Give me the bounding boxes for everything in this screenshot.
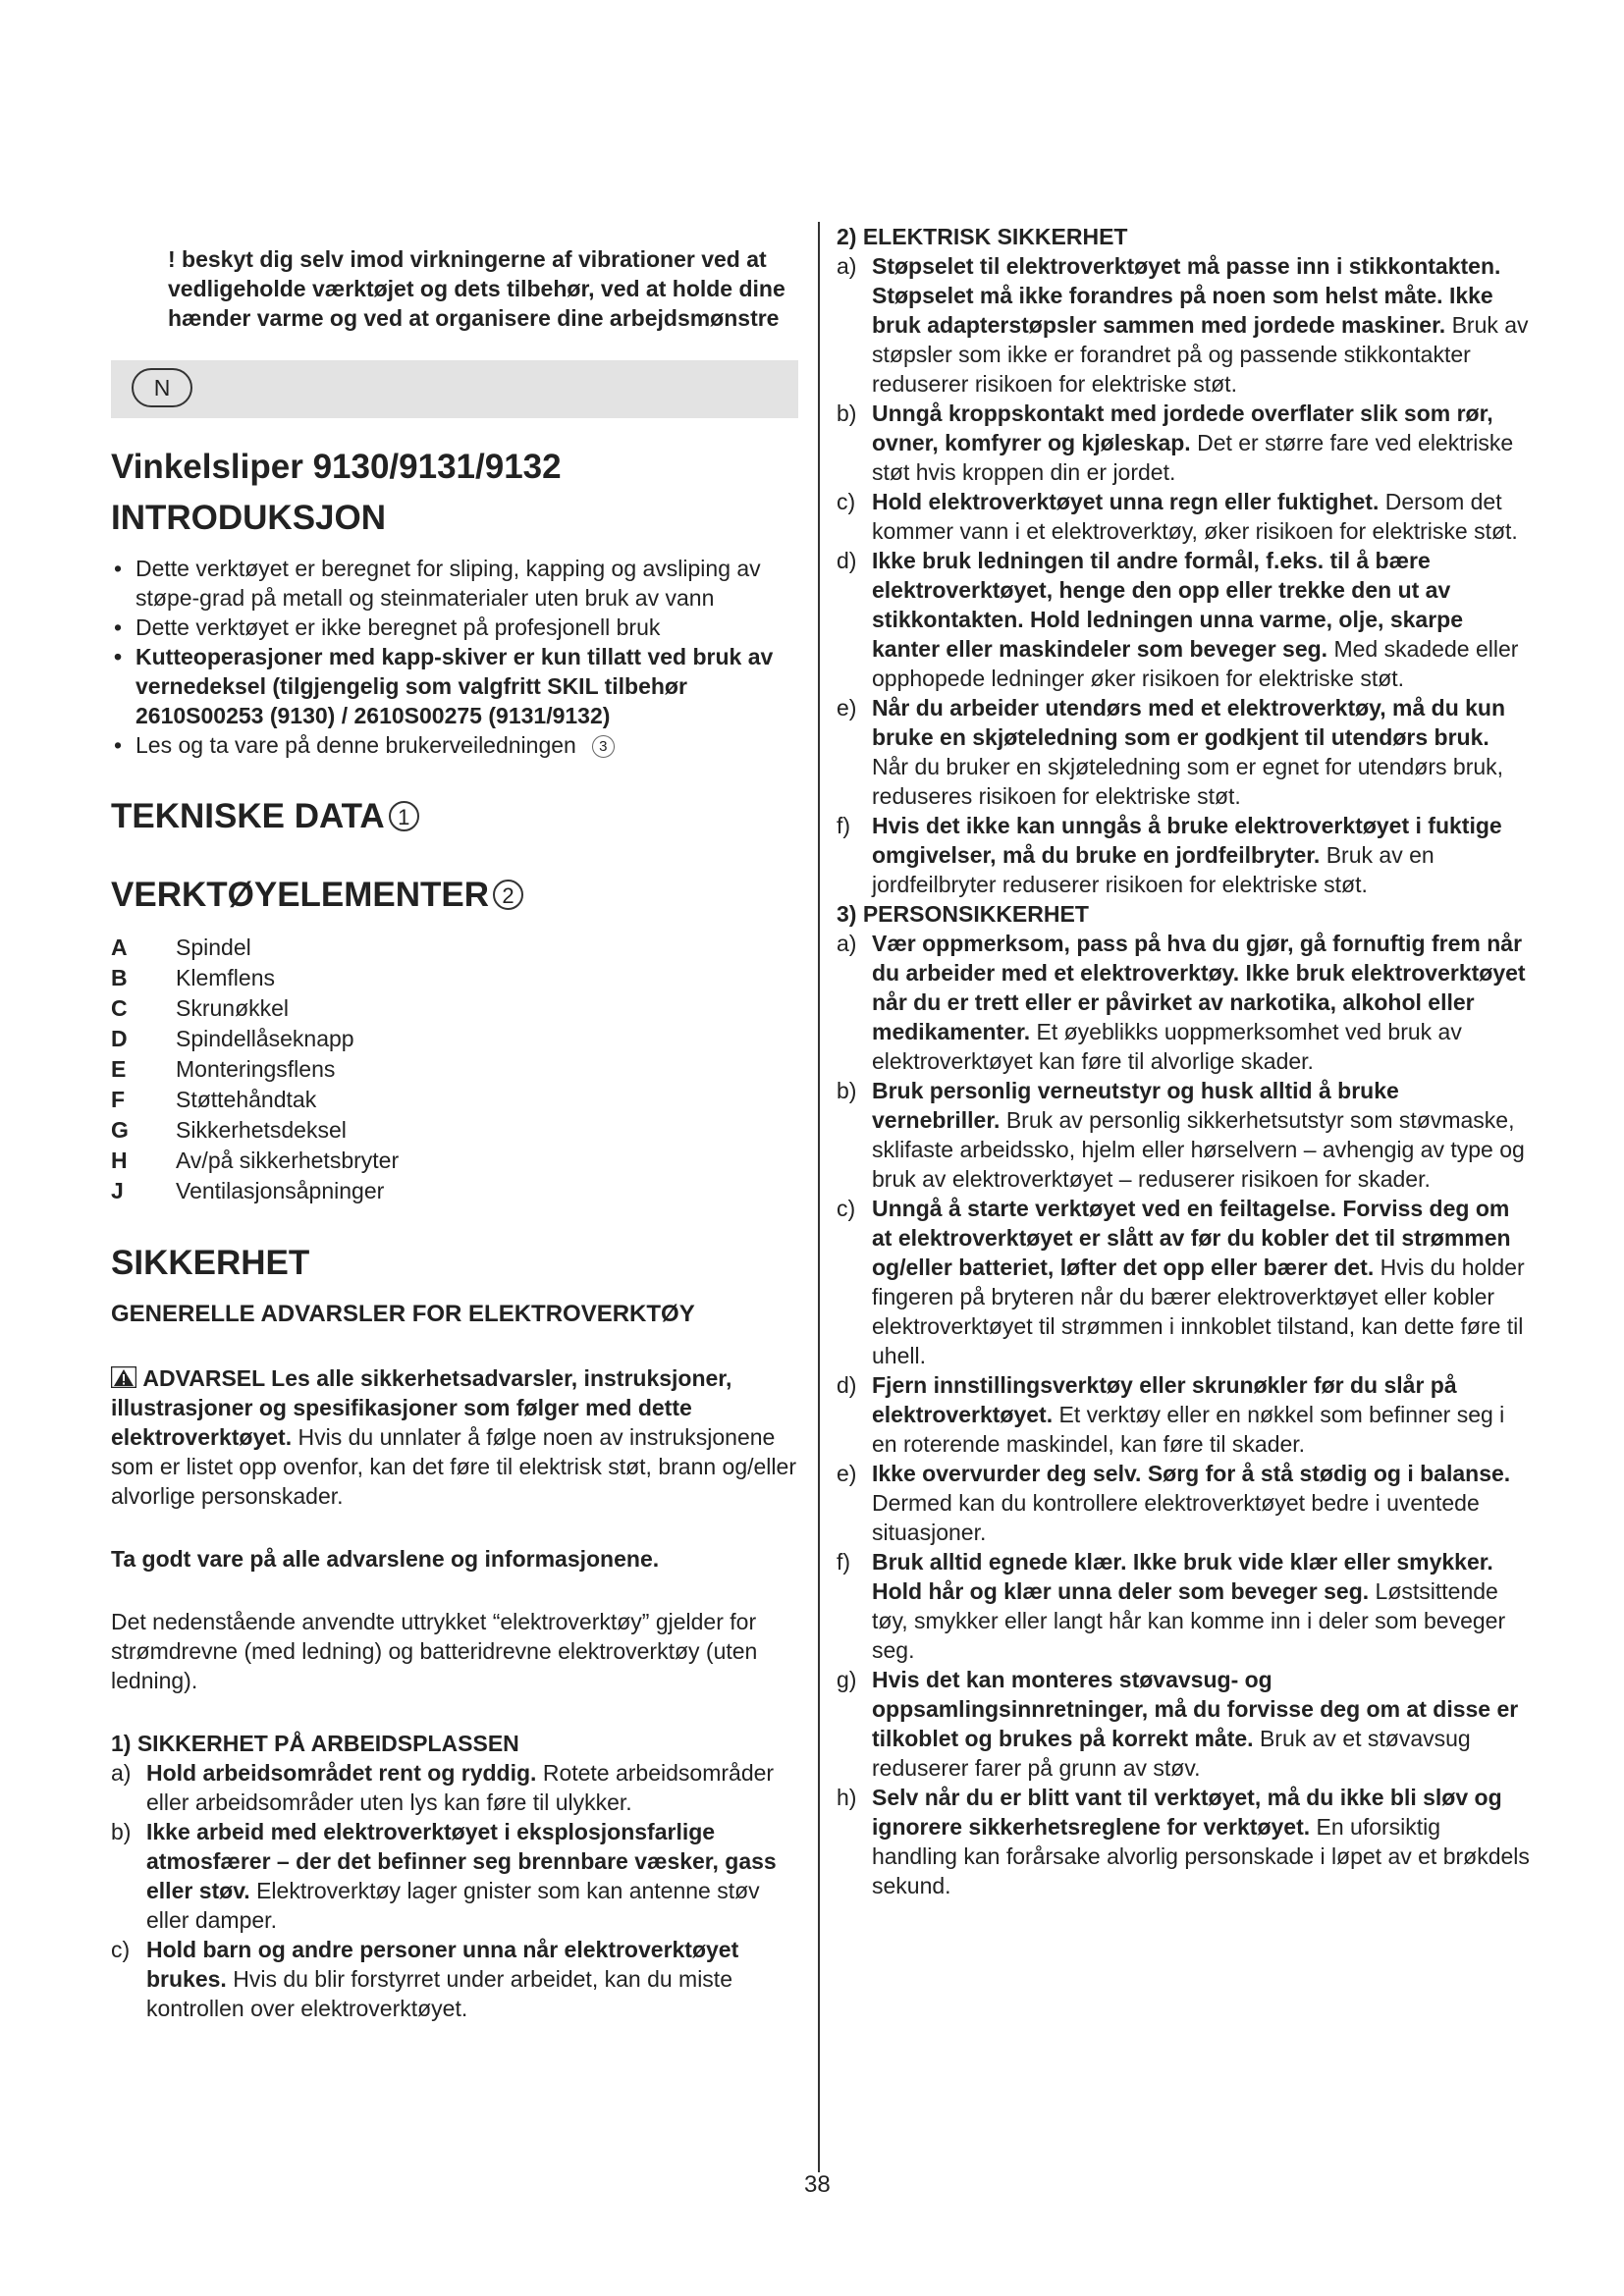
tekniske-data-label: TEKNISKE DATA xyxy=(111,797,385,835)
intro-bullet: • Kutteoperasjoner med kapp-skiver er kun tillatt ved bruk av vernedeksel (tilgjengelig som valgfritt SKIL tilbehør 2610S00253 (9130) / 2610S00275 (9131/9132) xyxy=(111,642,798,730)
figure-ref-1: 1 xyxy=(389,801,419,831)
figure-ref-2: 2 xyxy=(493,880,523,910)
intro-bullet: • Dette verktøyet er beregnet for sliping, kapping og avsliping av støpe-grad på metall og steinmaterialer uten bruk av vann xyxy=(111,554,798,613)
left-column xyxy=(111,222,798,2023)
advarsel-text: Hvis du unnlater å følge noen av instruksjonene som er listet opp ovenfor, kan det føre til elektrisk støt, brann og/eller alvorlige personskader. xyxy=(111,1424,796,1509)
list-item: h) Selv når du er blitt vant til verktøyet, må du ikke bli sløv og ignorere sikkerhetsreglene for verktøyet. En uforsiktig handling kan forårsake alvorlig personskade i løpet av et brøkdels sekund. xyxy=(837,1785,1530,1898)
intro-bullet xyxy=(111,730,798,760)
list-item: F Støttehåndtak xyxy=(111,1087,317,1112)
list-item: J Ventilasjonsåpninger xyxy=(111,1178,385,1203)
figure-ref-3: 3 xyxy=(592,735,615,758)
list-item: a) Støpselet til elektroverktøyet må passe inn i stikkontakten. Støpselet må ikke forandres på noen som helst måte. Ikke bruk adapterstøpsler sammen med jordede maskiner. Bruk av støpsler som ikke er forandret på og passende stikkontakter reduserer risikoen for elektriske støt. xyxy=(837,253,1529,397)
sikkerhet-heading: SIKKERHET xyxy=(111,1244,310,1282)
ta-vare-note: Ta godt vare på alle advarslene og informasjonene. xyxy=(111,1546,660,1572)
introduksjon-heading: INTRODUKSJON xyxy=(111,499,387,537)
list-item: d) Ikke bruk ledningen til andre formål, f.eks. til å bære elektroverktøyet, henge den opp eller trekke den ut av stikkontakten. Hold ledningen unna varme, olje, skarpe kanter eller maskindeler som beveger seg. Med skadede eller opphopede ledninger øker risikoen for elektriske støt. xyxy=(837,548,1519,691)
list-item: a) Hold arbeidsområdet rent og ryddig. Rotete arbeidsområder eller arbeidsområder uten lys kan føre til ulykker. xyxy=(111,1760,775,1815)
definition-paragraph: Det nedenstående anvendte uttrykket “elektroverktøy” gjelder for strømdrevne (med ledning) og batteridrevne elektroverktøy (uten ledning). xyxy=(111,1609,758,1693)
advarsel-paragraph xyxy=(111,1363,798,1511)
tool-elements-list xyxy=(111,933,798,1206)
list-item: c) Unngå å starte verktøyet ved en feiltagelse. Forviss deg om at elektroverktøyet er slått av før du kobler det til strømmen og/eller batteriet, løfter det opp eller bærer det. Hvis du holder fingeren på bryteren når du bærer elektroverktøyet eller kobler elektroverktøyet til strømmen i innkoblet tilstand, kan dette føre til uhell. xyxy=(837,1196,1525,1368)
list-item: B Klemflens xyxy=(111,965,275,990)
list-item: d) Fjern innstillingsverktøy eller skrunøkler før du slår på elektroverktøyet. Et verktøy eller en nøkkel som befinner seg i en roterende maskindel, kan føre til skader. xyxy=(837,1372,1505,1457)
list-item: D Spindellåseknapp xyxy=(111,1026,354,1051)
list-item: A Spindel xyxy=(111,934,251,960)
list-item: c) Hold barn og andre personer unna når elektroverktøyet brukes. Hvis du blir forstyrret under arbeidet, kan du miste kontrollen over elektroverktøyet. xyxy=(111,1937,739,2021)
list-item: a) Vær oppmerksom, pass på hva du gjør, gå fornuftig frem når du arbeider med et elektroverktøy. Ikke bruk elektroverktøyet når du er trett eller er påvirket av narkotika, alkohol eller medikamenter. Et øyeblikks uoppmerksomhet ved bruk av elektroverktøyet kan føre til alvorlige skader. xyxy=(837,931,1526,1074)
section3-heading: 3) PERSONSIKKERHET xyxy=(837,901,1089,927)
intro-list xyxy=(111,554,798,760)
list-item: f) Hvis det ikke kan unngås å bruke elektroverktøyet i fuktige omgivelser, må du bruke en jordfeilbryter. Bruk av en jordfeilbryter reduserer risikoen for elektriske støt. xyxy=(837,813,1502,897)
verktoyelementer-label: VERKTØYELEMENTER xyxy=(111,876,490,914)
section2-heading: 2) ELEKTRISK SIKKERHET xyxy=(837,224,1128,249)
list-item: f) Bruk alltid egnede klær. Ikke bruk vide klær eller smykker. Hold hår og klær unna deler som beveger seg. Løstsittende tøy, smykker eller langt hår kan komme inn i deler som beveger seg. xyxy=(837,1549,1506,1663)
verktoyelementer-heading xyxy=(111,874,798,917)
list-item: c) Hold elektroverktøyet unna regn eller fuktighet. Dersom det kommer vann i et elektroverktøy, øker risikoen for elektriske støt. xyxy=(837,489,1518,544)
page-number: 38 xyxy=(804,2171,831,2198)
list-item: e) Når du arbeider utendørs med et elektroverktøy, må du kun bruke en skjøteledning som er godkjent til utendørs bruk. Når du bruker en skjøteledning som er egnet for utendørs bruk, reduseres risikoen for elektriske støt. xyxy=(837,695,1506,809)
language-bar xyxy=(111,360,798,418)
list-item: b) Ikke arbeid med elektroverktøyet i eksplosjonsfarlige atmosfærer – der det befinner seg brennbare væsker, gass eller støv. Elektroverktøy lager gnister som kan antenne støv eller damper. xyxy=(111,1819,777,1933)
list-item: G Sikkerhetsdeksel xyxy=(111,1117,347,1143)
tekniske-data-heading xyxy=(111,795,798,838)
language-code-badge: N xyxy=(132,368,192,407)
intro-bullet: • Dette verktøyet er ikke beregnet på profesjonell bruk xyxy=(111,613,798,642)
warning-icon xyxy=(111,1366,136,1388)
advarsel-bold: ADVARSEL Les alle sikkerhetsadvarsler, instruksjoner, illustrasjoner og spesifikasjoner som følger med dette elektroverktøyet. xyxy=(111,1365,732,1450)
list-item: C Skrunøkkel xyxy=(111,995,290,1021)
generelle-advarsler-heading: GENERELLE ADVARSLER FOR ELEKTROVERKTØY xyxy=(111,1301,695,1327)
list-item: E Monteringsflens xyxy=(111,1056,336,1082)
vibration-warning: ! beskyt dig selv imod virkningerne af vibrationer ved at vedligeholde værktøjet og dets tilbehør, ved at holde dine hænder varme og ved at organisere dine arbejdsmønstre xyxy=(168,246,785,331)
list-item: b) Bruk personlig verneutstyr og husk alltid å bruke vernebriller. Bruk av personlig sikkerhetsutstyr som støvmaske, sklifaste arbeidssko, hjelm eller hørselvern – avhengig av type og bruk av elektroverktøyet – reduserer risikoen for skader. xyxy=(837,1078,1525,1192)
list-item: H Av/på sikkerhetsbryter xyxy=(111,1148,400,1173)
intro-bullet-text: Les og ta vare på denne brukerveiledningen xyxy=(135,732,576,758)
section1-heading: 1) SIKKERHET PÅ ARBEIDSPLASSEN xyxy=(111,1731,519,1756)
right-column xyxy=(837,222,1530,1900)
list-item: g) Hvis det kan monteres støvavsug- og oppsamlingsinnretninger, må du forvisse deg om at disse er tilkoblet og brukes på korrekt måte. Bruk av et støvavsug reduserer farer på grunn av støv. xyxy=(837,1667,1519,1781)
list-item: b) Unngå kroppskontakt med jordede overflater slik som rør, ovner, komfyrer og kjøleskap. Det er større fare ved elektriske støt hvis kroppen din er jordet. xyxy=(837,400,1514,485)
column-divider xyxy=(818,222,820,2172)
list-item: e) Ikke overvurder deg selv. Sørg for å stå stødig og i balanse. Dermed kan du kontrollere elektroverktøyet bedre i uventede situasjoner. xyxy=(837,1461,1511,1545)
product-title: Vinkelsliper 9130/9131/9132 xyxy=(111,448,562,486)
